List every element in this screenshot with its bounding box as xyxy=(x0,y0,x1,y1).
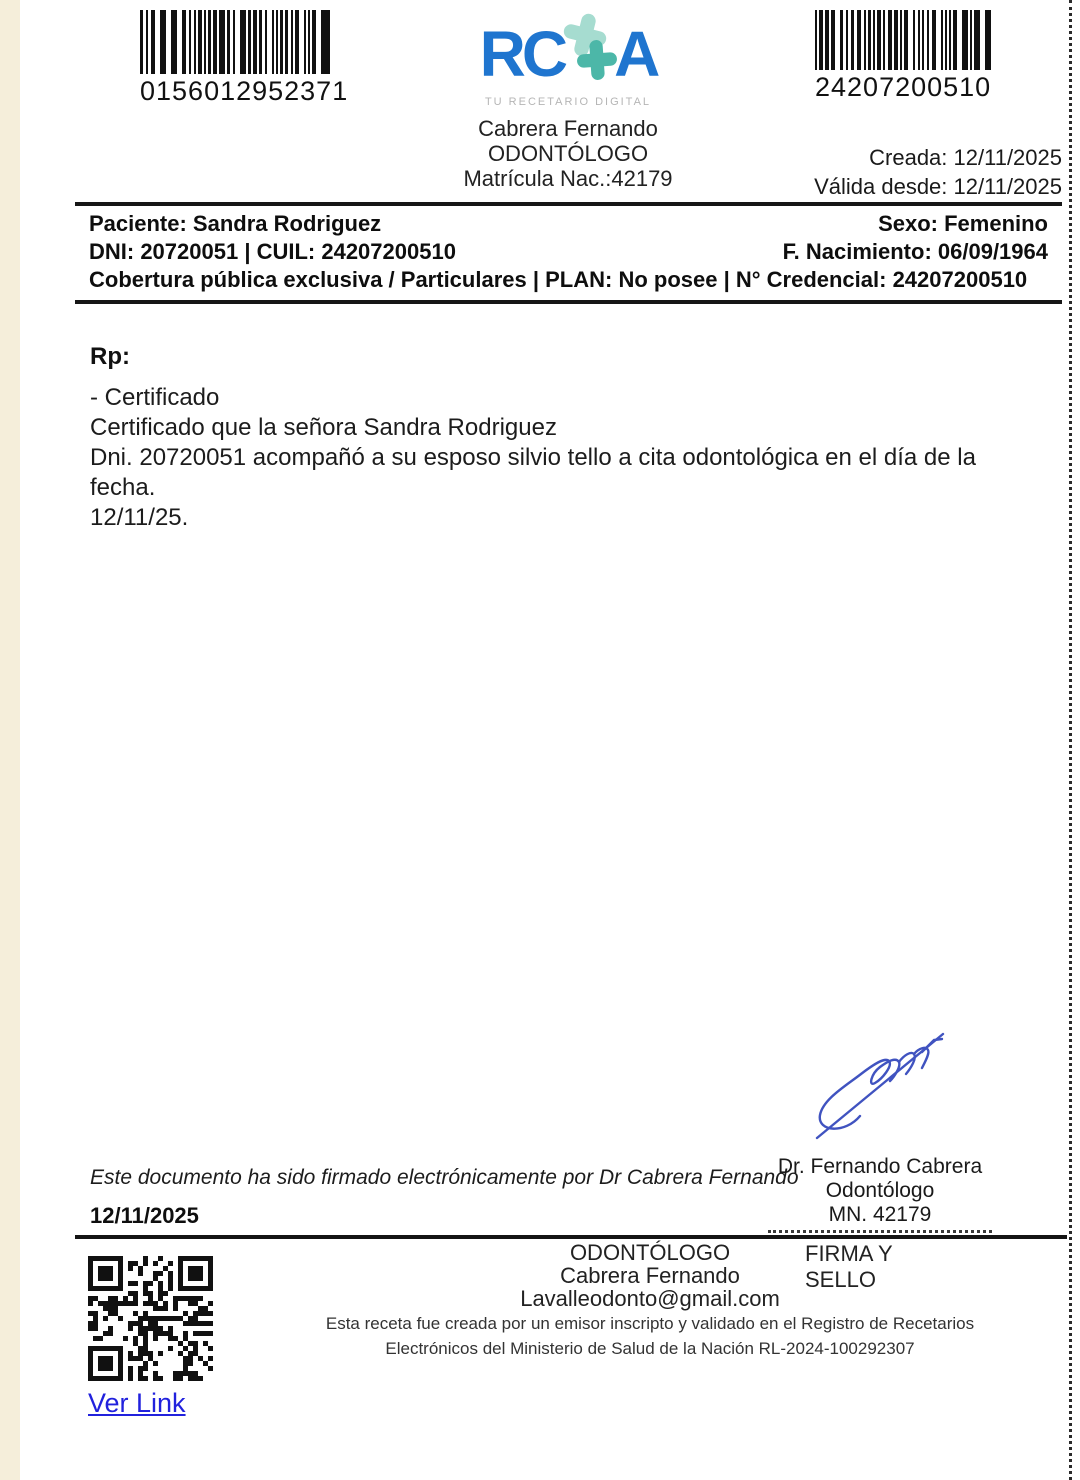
valid-from-date: Válida desde: 12/11/2025 xyxy=(814,174,1062,199)
patient-birthdate: F. Nacimiento: 06/09/1964 xyxy=(782,239,1048,264)
footer-name: Cabrera Fernando xyxy=(560,1263,740,1288)
prescriber-license: Matrícula Nac.:42179 xyxy=(463,166,673,191)
footer-disclaimer-2: Electrónicos del Ministerio de Salud de la Nación RL-2024-100292307 xyxy=(385,1339,915,1358)
rp-line: Dni. 20720051 acompañó a su esposo silvio tello a cita odontológica en el día de la fecha. xyxy=(90,444,976,501)
signature-block xyxy=(768,1155,992,1233)
logo-text-rc: RC xyxy=(479,18,565,90)
logo-text-a: A xyxy=(614,18,657,90)
handwritten-signature xyxy=(803,1022,955,1153)
signer-title: Odontólogo xyxy=(825,1179,935,1202)
footer-divider xyxy=(75,1235,1067,1239)
medical-cross-icon xyxy=(559,8,621,95)
signed-statement: Este documento ha sido firmado electrónicamente por Dr Cabrera Fernando xyxy=(90,1166,799,1189)
prescriber-title: ODONTÓLOGO xyxy=(487,141,649,166)
page-margin-strip xyxy=(0,0,20,1480)
logo-tagline: TU RECETARIO DIGITAL xyxy=(484,96,652,108)
footer-disclaimer-1: Esta receta fue creada por un emisor inscripto y validado en el Registro de Recetarios xyxy=(325,1314,975,1333)
signed-date: 12/11/2025 xyxy=(90,1203,199,1228)
rp-line: - Certificado xyxy=(90,384,220,411)
patient-coverage: Cobertura pública exclusiva / Particulares | PLAN: No posee | N° Credencial: 24207200510 xyxy=(89,267,1028,292)
perforation-dotted-line xyxy=(1069,0,1072,1480)
footer-profession: ODONTÓLOGO xyxy=(569,1240,731,1265)
barcode-left-number: 0156012952371 xyxy=(140,76,349,106)
signer-license: MN. 42179 xyxy=(828,1203,932,1226)
ver-link[interactable]: Ver Link xyxy=(88,1388,186,1418)
rp-label: Rp: xyxy=(90,343,130,370)
footer-email: Lavalleodonto@gmail.com xyxy=(520,1286,780,1311)
created-date: Creada: 12/11/2025 xyxy=(869,145,1062,170)
header-center xyxy=(68,0,1068,191)
prescriber-name: Cabrera Fernando xyxy=(478,116,658,141)
rp-line: 12/11/25. xyxy=(90,504,189,531)
patient-dni-cuil: DNI: 20720051 | CUIL: 24207200510 xyxy=(89,239,456,264)
barcode-right-number: 24207200510 xyxy=(815,72,992,102)
signer-name: Dr. Fernando Cabrera xyxy=(777,1155,983,1178)
patient-sex: Sexo: Femenino xyxy=(878,211,1048,236)
firma-y-sello-label: FIRMA Y SELLO xyxy=(805,1241,893,1292)
patient-info-block xyxy=(75,202,1062,304)
qr-code xyxy=(88,1256,214,1382)
patient-name: Paciente: Sandra Rodriguez xyxy=(89,211,382,236)
rp-line: Certificado que la señora Sandra Rodriguez xyxy=(90,414,557,441)
prescription-text xyxy=(90,383,1030,533)
rcta-logo xyxy=(68,12,1068,96)
footer-issuer-block xyxy=(240,1241,1060,1361)
